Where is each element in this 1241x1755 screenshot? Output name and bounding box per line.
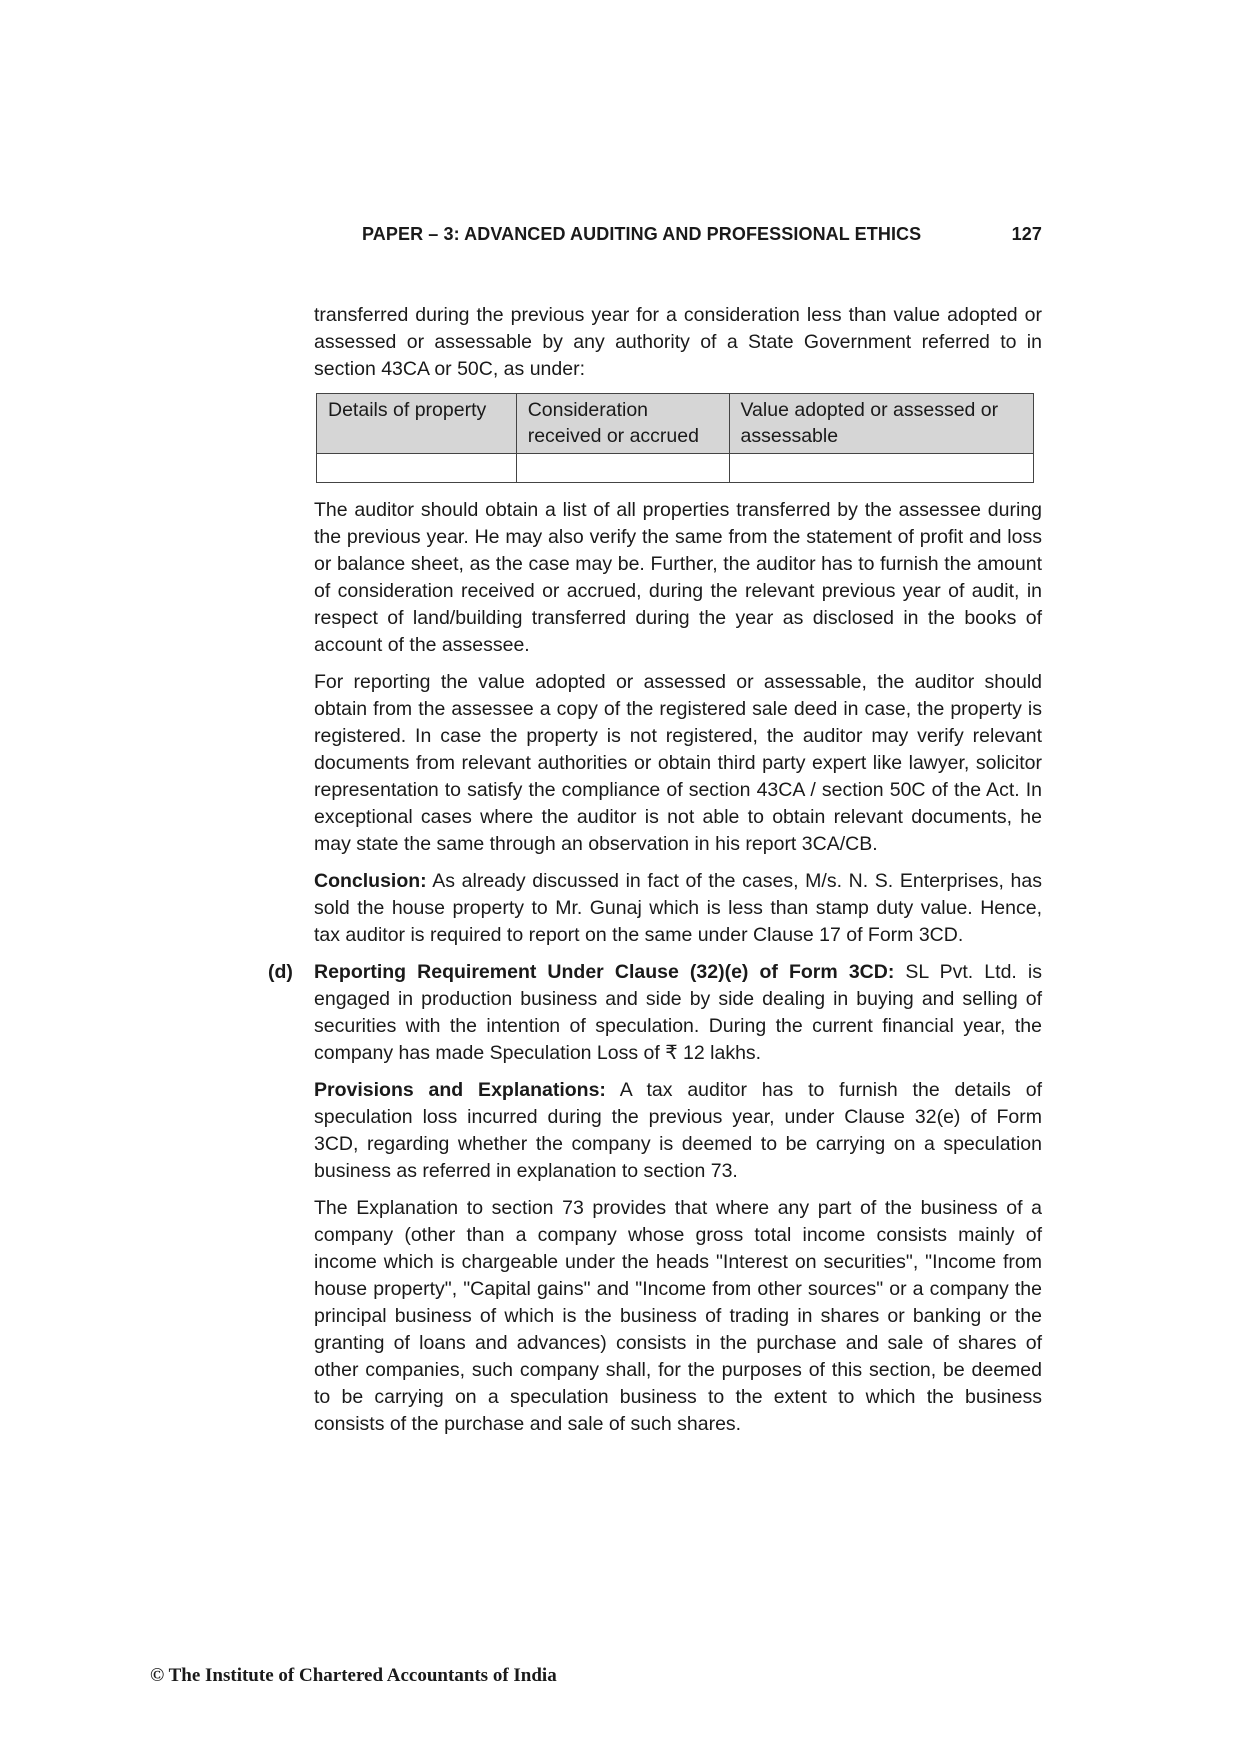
- provisions-text: A tax auditor has to furnish the details of speculation loss incurred during the previous year, under Clause 32(e) of Form 3CD, regarding whether the company is deemed to be carrying on a speculation business as referred in explanation to section 73.: [314, 1079, 1042, 1182]
- table-cell: [516, 454, 729, 483]
- table-cell: [317, 454, 517, 483]
- item-d: [268, 959, 1043, 1067]
- table-row: [317, 454, 1034, 483]
- conclusion-text: As already discussed in fact of the cases, M/s. N. S. Enterprises, has sold the house property to Mr. Gunaj which is less than stamp duty value. Hence, tax auditor is required to report on the same under Clause 17 of Form 3CD.: [314, 870, 1042, 946]
- table-header-cell: Value adopted or assessed or assessable: [729, 394, 1034, 454]
- paper-title: PAPER – 3: ADVANCED AUDITING AND PROFESSIONAL ETHICS: [362, 224, 922, 244]
- item-d-label: (d): [268, 961, 293, 983]
- table-cell: [729, 454, 1034, 483]
- property-table: [316, 393, 1034, 483]
- paragraph-value-adopted: For reporting the value adopted or assessed or assessable, the auditor should obtain from the assessee a copy of the registered sale deed in case, the property is registered. In case the property is not registered, the auditor may verify relevant documents from relevant authorities or obtain third party expert like lawyer, solicitor representation to satisfy the compliance of section 43CA / section 50C of the Act. In exceptional cases where the auditor is not able to obtain relevant documents, he may state the same through an observation in his report 3CA/CB.: [314, 671, 1042, 855]
- copyright-footer: © The Institute of Chartered Accountants of India: [150, 1665, 557, 1686]
- item-d-heading: Reporting Requirement Under Clause (32)(e) of Form 3CD:: [314, 961, 895, 983]
- item-d-paragraph: [314, 959, 1042, 1067]
- conclusion-paragraph: [314, 868, 1042, 949]
- item-d-text: SL Pvt. Ltd. is engaged in production business and side by side dealing in buying and selling of securities with the intention of speculation. During the current financial year, the company has made Speculation Loss of ₹ 12 lakhs.: [314, 961, 1043, 1064]
- table-header-row: [317, 394, 1034, 454]
- paragraph-list-of-properties: The auditor should obtain a list of all properties transferred by the assessee during the previous year. He may also verify the same from the statement of profit and loss or balance sheet, as the case may be. Further, the auditor has to furnish the amount of consideration received or accrued, during the relevant previous year of audit, in respect of land/building transferred during the year as disclosed in the books of account of the assessee.: [314, 499, 1042, 656]
- table-header-cell: Consideration received or accrued: [516, 394, 729, 454]
- page-header: [362, 224, 1042, 245]
- page-number: 127: [1011, 224, 1042, 244]
- table-header-cell: Details of property: [317, 394, 517, 454]
- provisions-label: Provisions and Explanations:: [314, 1079, 606, 1101]
- page-body: [268, 302, 1043, 1448]
- conclusion-label: Conclusion:: [314, 870, 427, 892]
- explanation-paragraph: The Explanation to section 73 provides that where any part of the business of a company (other than a company whose gross total income consists mainly of income which is chargeable under the heads "Interest on securities", "Income from house property", "Capital gains" and "Income from other sources" or a company the principal business of which is the business of trading in shares or banking or the granting of loans and advances) consists in the purchase and sale of shares of other companies, such company shall, for the purposes of this section, be deemed to be carrying on a speculation business to the extent to which the business consists of the purchase and sale of such shares.: [314, 1197, 1042, 1435]
- provisions-paragraph: [314, 1077, 1042, 1185]
- intro-paragraph: transferred during the previous year for a consideration less than value adopted or assessed or assessable by any authority of a State Government referred to in section 43CA or 50C, as under:: [314, 304, 1042, 380]
